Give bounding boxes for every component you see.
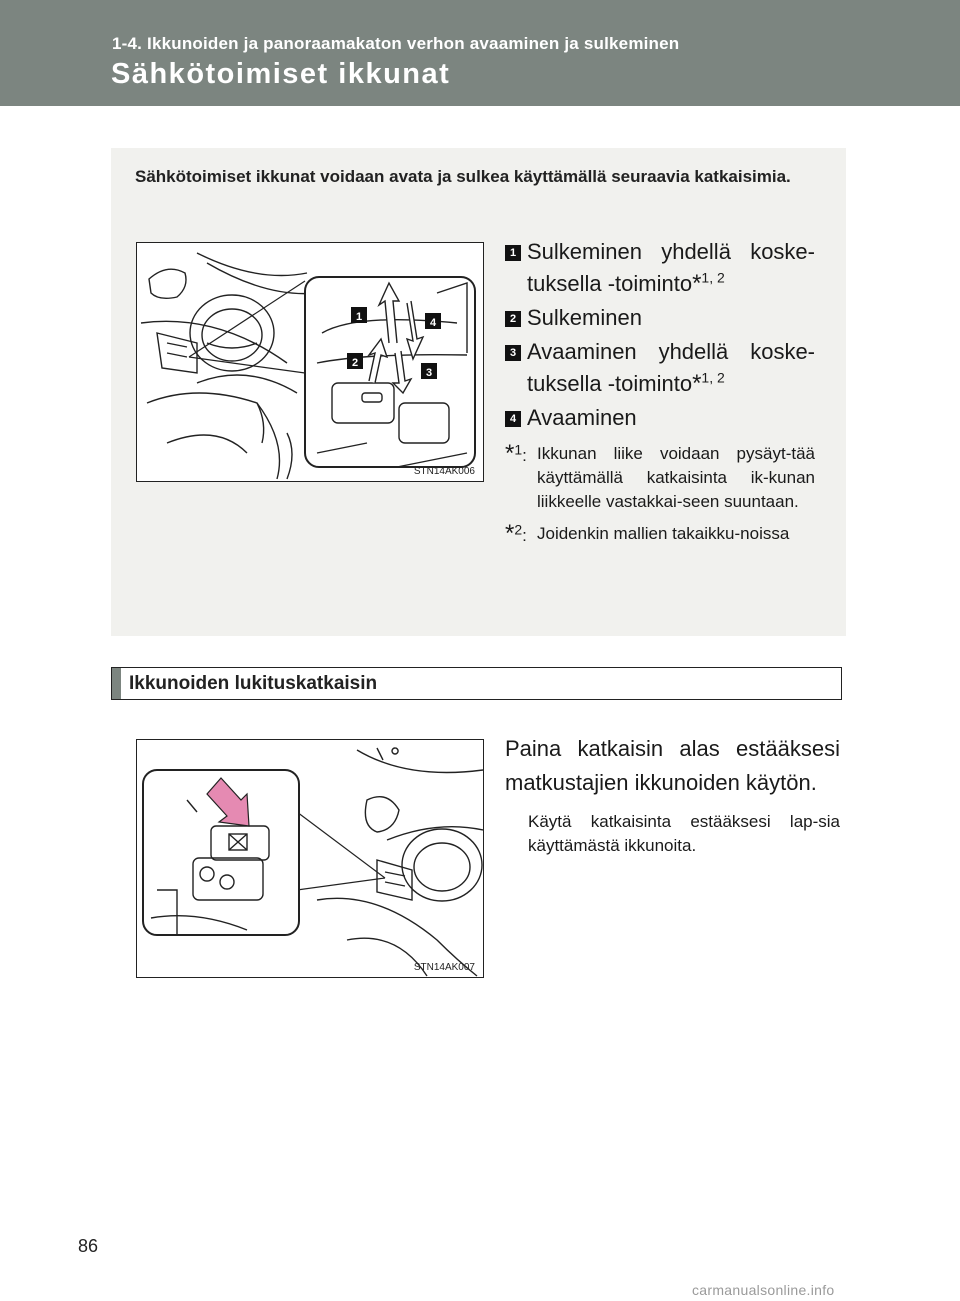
footnote-ref: 1, 2	[701, 369, 725, 386]
subheader-title: Ikkunoiden lukituskatkaisin	[129, 673, 378, 694]
legend-list	[505, 236, 815, 546]
svg-text:1: 1	[355, 311, 363, 323]
svg-text:3: 3	[425, 367, 433, 379]
list-item	[505, 402, 815, 434]
number-badge: 4	[505, 411, 521, 427]
window-switch-illustration	[136, 242, 484, 482]
footnote	[505, 522, 815, 546]
section-subheader	[111, 667, 842, 700]
intro-text: Sähkötoimiset ikkunat voidaan avata ja sulkea käyttämällä seuraavia katkaisimia.	[135, 167, 791, 186]
lock-note: Käytä katkaisinta estääksesi lap-sia käyttämästä ikkunoita.	[528, 812, 840, 855]
figure-code: STN14AK006	[413, 466, 475, 477]
footnote-marker: *$^1$:	[505, 440, 527, 467]
window-switch-drawing	[137, 243, 483, 481]
legend-label: Avaaminen	[527, 405, 637, 430]
number-badge: 2	[505, 311, 521, 327]
subheader-accent	[112, 668, 121, 699]
page-number: 86	[78, 1236, 99, 1256]
footnote-ref: 1, 2	[701, 269, 725, 286]
legend-label: Sulkeminen	[527, 305, 642, 330]
list-item	[505, 236, 815, 300]
section-label: 1-4. Ikkunoiden ja panoraamakaton verhon avaaminen ja sulkeminen	[112, 34, 680, 53]
footnote	[505, 442, 815, 514]
number-badge: 3	[505, 345, 521, 361]
footnote-text: Ikkunan liike voidaan pysäyt-tää käyttämällä katkaisinta ik-kunan liikkeelle vastakkai-seen suuntaan.	[537, 444, 815, 511]
list-item	[505, 336, 815, 400]
watermark: carmanualsonline.info	[692, 1282, 835, 1298]
footnote-marker: *$^2$:	[505, 520, 527, 547]
lock-switch-drawing	[137, 740, 483, 977]
footnote-mark: *	[692, 270, 702, 297]
page-header	[0, 0, 960, 106]
svg-text:2: 2	[351, 357, 359, 369]
legend-label: Sulkeminen yhdellä koske-tuksella -toiminto	[527, 239, 815, 296]
figure-code: STN14AK007	[413, 962, 475, 973]
lock-switch-illustration	[136, 739, 484, 978]
lock-instruction: Paina katkaisin alas estääksesi matkustajien ikkunoiden käytön.	[505, 736, 840, 795]
number-badge: 1	[505, 245, 521, 261]
footnote-mark: *	[692, 370, 702, 397]
footnote-text: Joidenkin mallien takaikku-noissa	[537, 524, 790, 543]
list-item	[505, 302, 815, 334]
svg-text:4: 4	[429, 317, 437, 329]
page-title: Sähkötoimiset ikkunat	[111, 58, 451, 90]
legend-label: Avaaminen yhdellä koske-tuksella -toiminto	[527, 339, 815, 396]
